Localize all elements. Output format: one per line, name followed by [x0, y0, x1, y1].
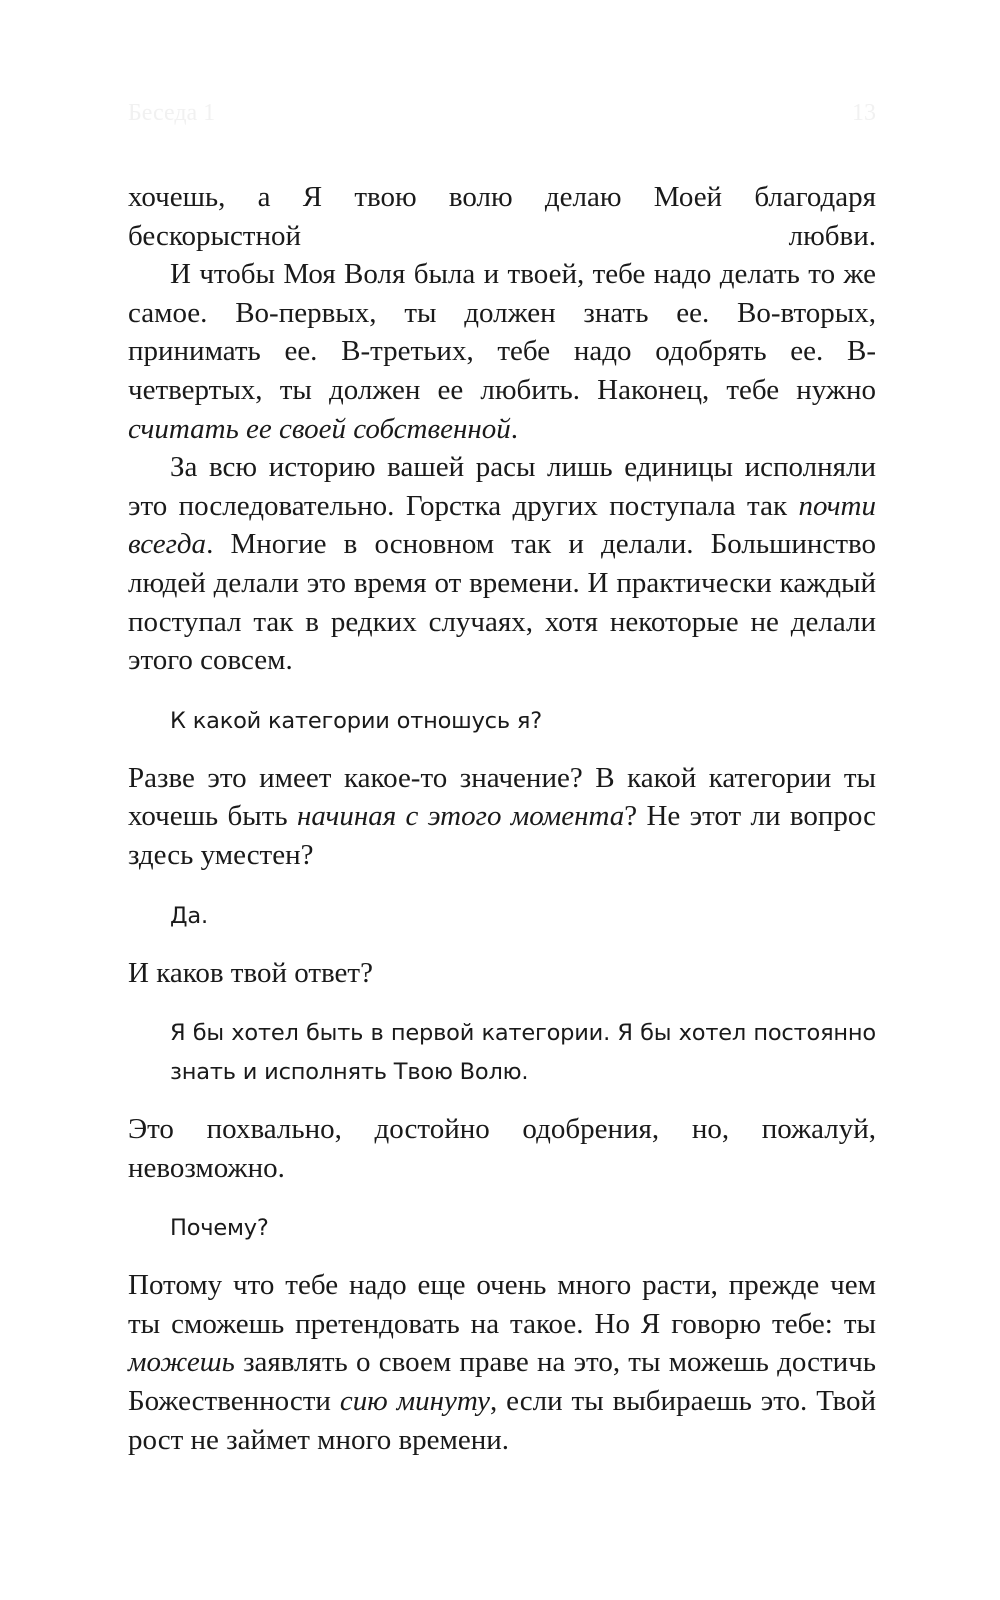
dialogue-paragraph: [128, 1266, 876, 1459]
question-paragraph: [170, 1014, 876, 1092]
text-run: , если ты выбираешь это. Твой рост не займет много времени.: [128, 1385, 876, 1456]
dialogue-paragraph: [128, 448, 876, 680]
text-run: Разве это имеет какое-то значение? В какой категории ты хочешь быть: [128, 761, 876, 833]
text-run: .: [510, 412, 518, 445]
question-paragraph: [170, 897, 876, 936]
dialogue-paragraph: [128, 255, 876, 448]
text-run: Потому что тебе надо еще очень много расти, прежде чем ты сможешь претендовать на такое. Но Я говорю тебе: ты: [128, 1269, 876, 1340]
dialogue-paragraph: [128, 178, 876, 255]
dialogue-paragraph: [128, 759, 876, 875]
italic-text-run: можешь: [128, 1346, 235, 1379]
text-run: И чтобы Моя Воля была и твоей, тебе надо делать то же самое. Во-первых, ты должен знать ее. Во-вторых, принимать ее. В-третьих, тебе надо одобрять ее. В-четвертых, ты должен ее любить. Наконец, тебе нужно: [128, 258, 876, 406]
text-run: И каков твой ответ?: [128, 956, 373, 989]
text-run: . Многие в основном так и делали. Большинство людей делали это время от времени. И практически каждый поступал так в редких случаях, хотя некоторые не делали этого совсем.: [128, 528, 876, 677]
italic-text-run: почти всегда: [128, 489, 876, 561]
text-run: заявлять о своем праве на это, ты можешь достичь Божественности: [128, 1346, 876, 1418]
text-run: Это похвально, достойно одобрения, но, пожалуй, невозможно.: [128, 1113, 876, 1184]
italic-text-run: начиная с этого момента: [297, 800, 625, 833]
running-head: [128, 100, 876, 130]
page-number: 13: [852, 100, 876, 126]
text-run: К какой категории отношусь я?: [170, 707, 542, 734]
italic-text-run: считать ее своей собственной: [128, 412, 511, 445]
text-run: Да.: [170, 902, 208, 929]
text-run: Я бы хотел быть в первой категории. Я бы хотел постоянно знать и исполнять Твою Волю.: [170, 1020, 876, 1086]
question-paragraph: [170, 1209, 876, 1248]
text-run: хочешь, а Я твою волю делаю Моей благодаря бескорыстной любви.: [128, 181, 876, 252]
italic-text-run: сию минуту: [339, 1385, 490, 1418]
dialogue-paragraph: [128, 1110, 876, 1187]
text-run: ? Не этот ли вопрос здесь уместен?: [128, 800, 876, 871]
text-run: Почему?: [170, 1215, 269, 1242]
question-paragraph: [170, 702, 876, 741]
running-head-title: Беседа 1: [128, 100, 216, 126]
body-text: [128, 178, 876, 1459]
text-run: За всю историю вашей расы лишь единицы исполняли это последовательно. Горстка других поступала так: [128, 451, 876, 522]
dialogue-paragraph: [128, 954, 876, 993]
